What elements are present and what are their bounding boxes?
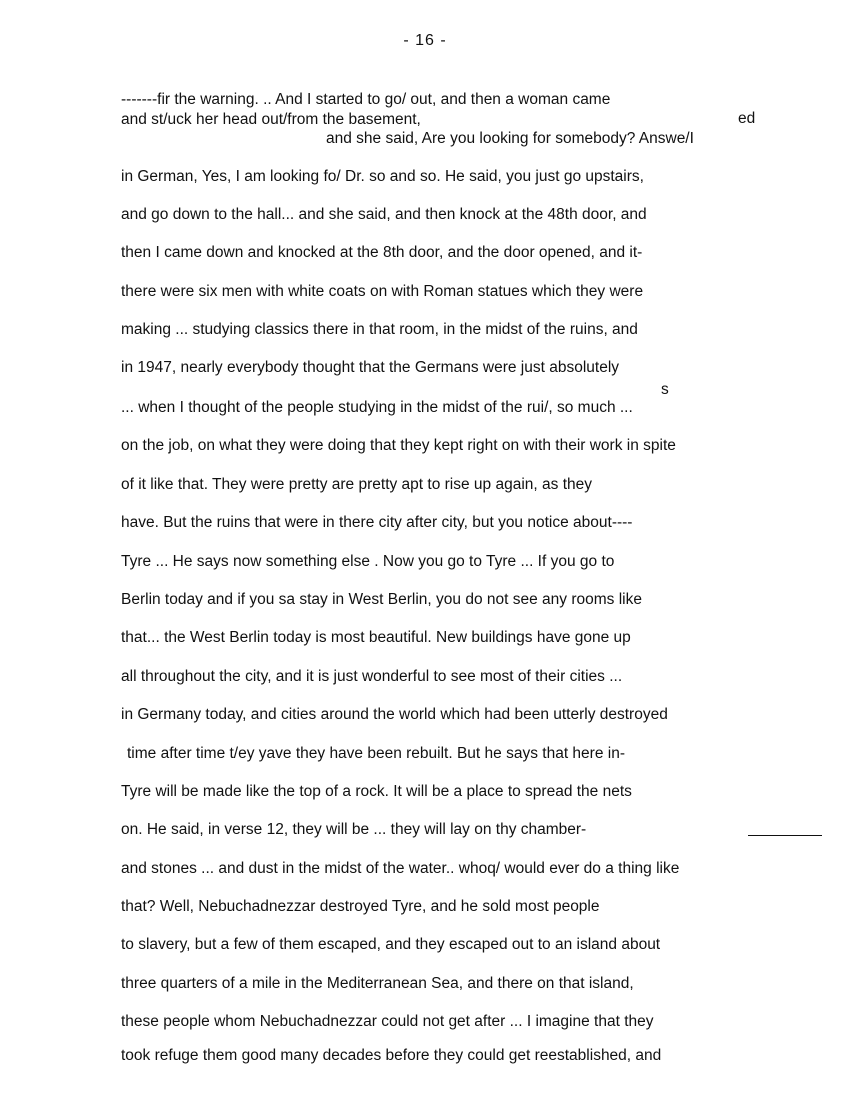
superscript-ed: ed <box>738 110 756 127</box>
text-line-24: to slavery, but a few of them escaped, and they escaped out to an island about <box>121 936 661 953</box>
text-line-14: Tyre ... He says now something else . Now you go to Tyre ... If you go to <box>121 553 615 570</box>
text-line-8: making ... studying classics there in that room, in the midst of the ruins, and <box>121 321 638 338</box>
text-line-22: and stones ... and dust in the midst of the water.. whoq/ would ever do a thing like <box>121 860 680 877</box>
text-line-5: and go down to the hall... and she said, and then knock at the 48th door, and <box>121 206 647 223</box>
text-line-20: Tyre will be made like the top of a rock. It will be a place to spread the nets <box>121 783 632 800</box>
text-line-9: in 1947, nearly everybody thought that the Germans were just absolutely <box>121 359 620 376</box>
text-line-13: have. But the ruins that were in there city after city, but you notice about---- <box>121 514 633 531</box>
text-line-2: and st/uck her head out/from the basement, <box>121 111 421 128</box>
text-line-10: ... when I thought of the people studying in the midst of the rui/, so much ... <box>121 399 633 416</box>
text-line-4: in German, Yes, I am looking fo/ Dr. so and so. He said, you just go upstairs, <box>121 168 644 185</box>
text-line-19: time after time t/ey yave they have been rebuilt. But he says that here in- <box>127 745 625 762</box>
blank-underline <box>748 835 822 836</box>
text-line-18: in Germany today, and cities around the world which had been utterly destroyed <box>121 706 668 723</box>
text-line-23: that? Well, Nebuchadnezzar destroyed Tyre, and he sold most people <box>121 898 600 915</box>
text-line-16: that... the West Berlin today is most beautiful. New buildings have gone up <box>121 629 631 646</box>
text-line-1: -------fir the warning. .. And I started to go/ out, and then a woman came <box>121 91 611 108</box>
text-line-27: took refuge them good many decades before they could get reestablished, and <box>121 1047 662 1064</box>
text-line-15: Berlin today and if you sa stay in West Berlin, you do not see any rooms like <box>121 591 642 608</box>
text-line-25: three quarters of a mile in the Mediterranean Sea, and there on that island, <box>121 975 634 992</box>
text-line-21: on. He said, in verse 12, they will be ... they will lay on thy chamber- <box>121 821 587 838</box>
page-number: - 16 - <box>403 32 447 49</box>
text-line-12: of it like that. They were pretty are pretty apt to rise up again, as they <box>121 476 592 493</box>
text-line-6: then I came down and knocked at the 8th door, and the door opened, and it- <box>121 244 643 261</box>
text-line-3: and she said, Are you looking for somebody? Answe/I <box>326 130 694 147</box>
text-line-7: there were six men with white coats on with Roman statues which they were <box>121 283 644 300</box>
text-line-11: on the job, on what they were doing that they kept right on with their work in spite <box>121 437 676 454</box>
text-line-17: all throughout the city, and it is just wonderful to see most of their cities ... <box>121 668 623 685</box>
text-line-26: these people whom Nebuchadnezzar could not get after ... I imagine that they <box>121 1013 654 1030</box>
superscript-s: s <box>661 381 669 398</box>
